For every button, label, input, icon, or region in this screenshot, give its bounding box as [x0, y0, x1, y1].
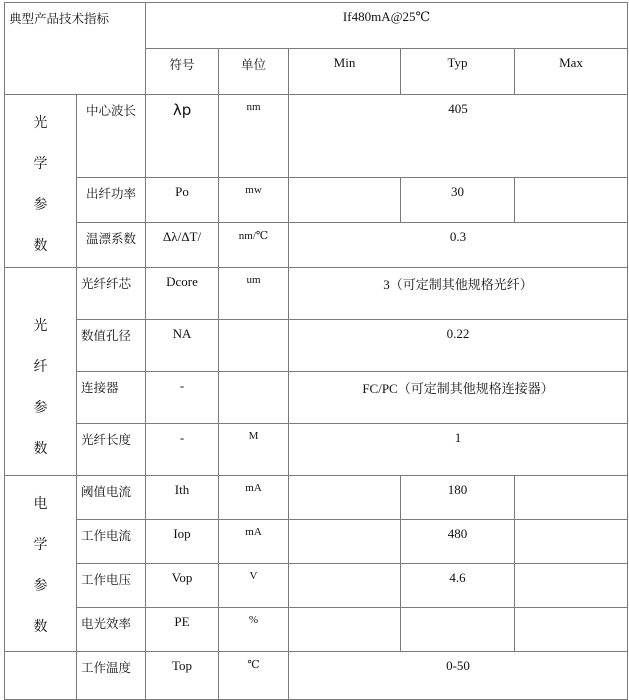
table-row	[5, 95, 628, 178]
param-symbol: NA	[146, 320, 219, 372]
table-row	[5, 223, 628, 268]
param-unit: mA	[219, 476, 289, 520]
param-min	[289, 564, 401, 608]
param-name: 中心波长	[77, 95, 146, 178]
param-max	[515, 520, 628, 564]
table-row	[5, 372, 628, 424]
table-row	[5, 520, 628, 564]
param-unit: ℃	[219, 652, 289, 700]
param-name: 数值孔径	[77, 320, 146, 372]
table-title: 典型产品技术指标	[5, 3, 146, 95]
group-fiber: 光 纤 参 数	[5, 268, 77, 476]
param-typ: 0.3	[289, 223, 628, 268]
param-symbol: Δλ/ΔT/	[146, 223, 219, 268]
param-symbol: -	[146, 424, 219, 476]
param-min	[289, 608, 401, 652]
header-unit: 单位	[219, 49, 289, 95]
table-row	[5, 320, 628, 372]
table-row	[5, 652, 628, 700]
param-name: 电光效率	[77, 608, 146, 652]
header-min: Min	[289, 49, 401, 95]
header-typ: Typ	[401, 49, 515, 95]
param-max	[515, 564, 628, 608]
group-electrical: 电 学 参 数	[5, 476, 77, 652]
table-row	[5, 564, 628, 608]
param-typ	[401, 608, 515, 652]
param-typ: 0-50	[289, 652, 628, 700]
param-typ: FC/PC（可定制其他规格连接器）	[289, 372, 628, 424]
table-row	[5, 608, 628, 652]
param-symbol: PE	[146, 608, 219, 652]
param-unit	[219, 320, 289, 372]
param-min	[289, 178, 401, 223]
test-condition: If480mA@25℃	[146, 3, 628, 49]
param-symbol: Vop	[146, 564, 219, 608]
table-row	[5, 476, 628, 520]
param-symbol: Top	[146, 652, 219, 700]
param-typ: 0.22	[289, 320, 628, 372]
param-symbol: -	[146, 372, 219, 424]
spec-table	[4, 2, 628, 700]
param-min	[289, 520, 401, 564]
param-name: 工作电压	[77, 564, 146, 608]
param-name: 出纤功率	[77, 178, 146, 223]
param-max	[515, 178, 628, 223]
param-typ: 180	[401, 476, 515, 520]
param-unit: mw	[219, 178, 289, 223]
param-typ: 4.6	[401, 564, 515, 608]
table-row	[5, 268, 628, 320]
param-name: 阈值电流	[77, 476, 146, 520]
param-unit	[219, 372, 289, 424]
param-unit: %	[219, 608, 289, 652]
param-min	[289, 476, 401, 520]
table-row	[5, 424, 628, 476]
param-unit: nm	[219, 95, 289, 178]
param-unit: mA	[219, 520, 289, 564]
param-name: 温漂系数	[77, 223, 146, 268]
param-symbol: Po	[146, 178, 219, 223]
param-name: 光纤纤芯	[77, 268, 146, 320]
param-typ: 1	[289, 424, 628, 476]
group-optical: 光 学 参 数	[5, 95, 77, 268]
param-symbol: Iop	[146, 520, 219, 564]
group-blank	[5, 652, 77, 700]
table-row	[5, 178, 628, 223]
param-unit: nm/℃	[219, 223, 289, 268]
header-symbol: 符号	[146, 49, 219, 95]
param-typ: 480	[401, 520, 515, 564]
param-name: 工作温度	[77, 652, 146, 700]
param-unit: M	[219, 424, 289, 476]
param-typ: 3（可定制其他规格光纤）	[289, 268, 628, 320]
param-typ: 405	[289, 95, 628, 178]
param-symbol: Dcore	[146, 268, 219, 320]
param-symbol: Ith	[146, 476, 219, 520]
param-name: 连接器	[77, 372, 146, 424]
param-symbol: λp	[146, 95, 219, 178]
param-typ: 30	[401, 178, 515, 223]
param-name: 工作电流	[77, 520, 146, 564]
header-max: Max	[515, 49, 628, 95]
param-unit: um	[219, 268, 289, 320]
param-max	[515, 476, 628, 520]
param-unit: V	[219, 564, 289, 608]
param-max	[515, 608, 628, 652]
param-name: 光纤长度	[77, 424, 146, 476]
